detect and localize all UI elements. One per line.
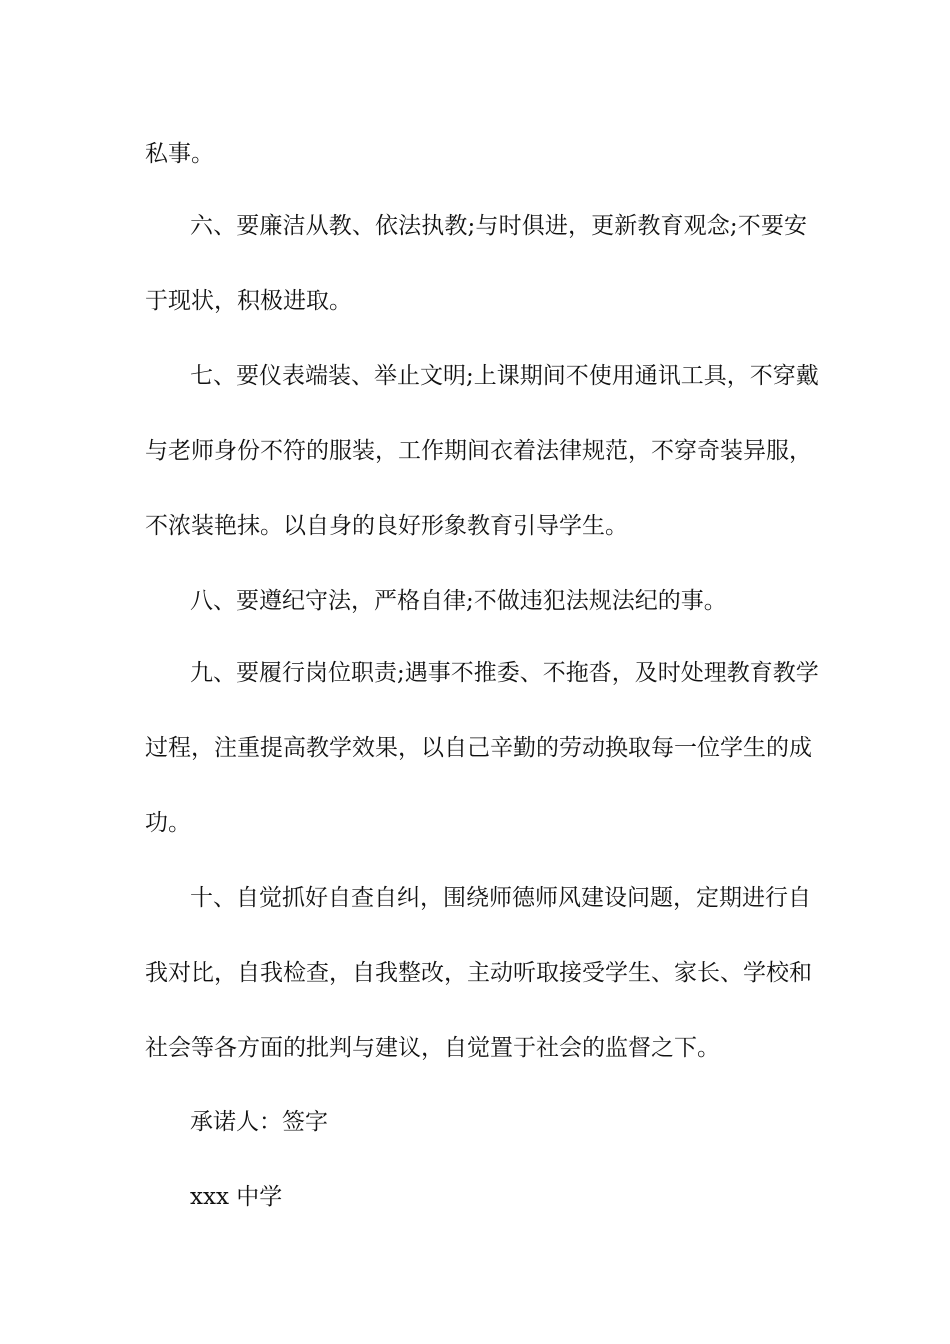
paragraph-line: 十、自觉抓好自查自纠，围绕师德师风建设问题，定期进行自 [190, 885, 811, 911]
paragraph-line: 功。 [145, 810, 191, 836]
promisor-signature: 承诺人：签字 [190, 1109, 328, 1135]
paragraph-line: 与老师身份不符的服装，工作期间衣着法律规范，不穿奇装异服， [145, 438, 812, 464]
paragraph-line: 社会等各方面的批判与建议，自觉置于社会的监督之下。 [145, 1035, 720, 1061]
paragraph-line: 六、要廉洁从教、依法执教;与时俱进，更新教育观念;不要安 [190, 213, 807, 239]
paragraph-line: 不浓装艳抹。以自身的良好形象教育引导学生。 [145, 513, 628, 539]
paragraph-line: 七、要仪表端装、举止文明;上课期间不使用通讯工具，不穿戴 [190, 363, 819, 389]
paragraph-line: 于现状，积极进取。 [145, 288, 352, 314]
paragraph-line: 八、要遵纪守法，严格自律;不做违犯法规法纪的事。 [190, 588, 727, 614]
paragraph-line: 我对比，自我检查，自我整改，主动听取接受学生、家长、学校和 [145, 960, 812, 986]
paragraph-line: 九、要履行岗位职责;遇事不推委、不拖沓，及时处理教育教学 [190, 660, 819, 686]
school-name: xxx 中学 [190, 1184, 283, 1210]
paragraph-line: 过程，注重提高教学效果，以自己辛勤的劳动换取每一位学生的成 [145, 735, 812, 761]
paragraph-line: 私事。 [145, 141, 214, 167]
